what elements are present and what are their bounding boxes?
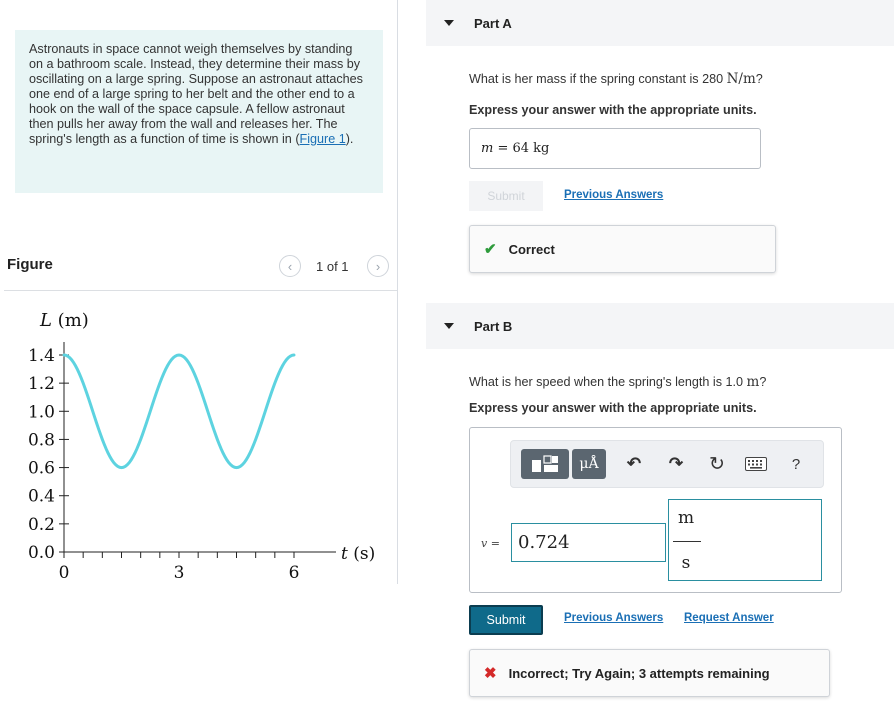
fraction-bar	[673, 541, 701, 542]
y-tick-label: 0.8	[27, 430, 55, 451]
series-line	[64, 355, 294, 468]
part-b-header[interactable]	[426, 303, 894, 349]
figure-link[interactable]: Figure 1	[299, 132, 346, 146]
x-tick-label: 0	[58, 563, 70, 583]
x-tick-label: 6	[288, 563, 300, 583]
answer-value: 64 kg	[512, 141, 550, 156]
part-b-question	[469, 374, 766, 390]
x-axis-label: t (s)	[341, 544, 376, 564]
y-tick-label: 0.0	[27, 543, 55, 563]
part-a-question-units: N/m	[726, 71, 756, 87]
y-tick-label: 1.2	[27, 374, 55, 395]
units-button[interactable]: μÅ	[572, 449, 606, 479]
units-input[interactable]	[668, 499, 822, 581]
problem-text: Astronauts in space cannot weigh themselves by standing on a bathroom scale. Instead, they determine their mass by oscillating on a large spring. Suppose an astronaut attaches one end of a large spring to her belt and the other end to a hook on the wall of the space capsule. A fellow astronaut then pulls her away from the wall and releases her. The spring's length as a function of time is shown in (	[29, 42, 363, 146]
y-tick-label: 0.6	[27, 458, 55, 479]
variable-symbol: v	[481, 537, 488, 550]
undo-icon[interactable]: ↶	[626, 454, 642, 473]
figure-header	[0, 248, 397, 290]
help-button[interactable]: ?	[791, 455, 801, 473]
answer-variable: m	[481, 141, 494, 156]
unit-denominator: s	[681, 553, 691, 573]
check-icon: ✔	[484, 241, 497, 258]
part-b-submit-button[interactable]: Submit	[469, 605, 543, 635]
part-a-title: Part A	[474, 15, 512, 31]
template-button[interactable]	[521, 449, 569, 479]
part-a-header[interactable]	[426, 0, 894, 46]
caret-down-icon	[444, 323, 454, 329]
figure-prev-button[interactable]	[279, 255, 301, 277]
part-a-question-end: ?	[755, 72, 763, 86]
part-a-question	[469, 71, 763, 87]
chart-ticks	[59, 355, 294, 558]
part-b-question-units: m	[746, 374, 760, 390]
figure-counter: 1 of 1	[316, 259, 349, 274]
part-a-instruction: Express your answer with the appropriate units.	[469, 103, 757, 117]
chevron-left-icon: ‹	[287, 258, 293, 274]
math-toolbar	[510, 440, 824, 488]
part-b-feedback-text: Incorrect; Try Again; 3 attempts remaining	[508, 665, 770, 681]
unit-numerator: m	[677, 508, 695, 528]
x-icon: ✖	[484, 665, 497, 682]
y-tick-label: 1.4	[27, 346, 55, 366]
problem-text-end: ).	[345, 132, 354, 146]
spring-length-chart	[0, 300, 397, 600]
part-a-previous-answers-link[interactable]: Previous Answers	[564, 189, 664, 201]
variable-label	[481, 537, 500, 550]
request-answer-link[interactable]: Request Answer	[684, 612, 774, 624]
part-b-title: Part B	[474, 318, 513, 334]
part-a-submit-button: Submit	[469, 181, 543, 211]
part-a-feedback-text: Correct	[508, 241, 555, 257]
column-divider	[397, 0, 398, 584]
redo-icon[interactable]: ↷	[668, 454, 684, 473]
problem-statement	[15, 30, 383, 193]
figure-title: Figure	[7, 256, 53, 273]
part-a-answer-field	[469, 128, 761, 169]
answer-equals: =	[493, 141, 513, 156]
value-input[interactable]: 0.724	[511, 523, 666, 562]
part-a-feedback	[469, 225, 776, 273]
chevron-right-icon: ›	[375, 258, 381, 274]
part-b-feedback	[469, 649, 830, 697]
figure-next-button[interactable]	[367, 255, 389, 277]
keyboard-icon[interactable]	[743, 449, 769, 479]
part-b-instruction: Express your answer with the appropriate units.	[469, 401, 757, 415]
figure-divider	[4, 290, 397, 291]
variable-equals: =	[487, 537, 500, 550]
x-tick-label: 3	[173, 563, 185, 583]
y-axis-label: L (m)	[40, 310, 89, 331]
part-b-question-text: What is her speed when the spring's length is 1.0	[469, 375, 747, 389]
part-b-question-end: ?	[759, 375, 767, 389]
reset-icon[interactable]: ↻	[709, 453, 725, 475]
chart-labels	[28, 310, 375, 583]
part-a-question-text: What is her mass if the spring constant is 280	[469, 72, 727, 86]
part-b-previous-answers-link[interactable]: Previous Answers	[564, 612, 664, 624]
y-tick-label: 0.4	[27, 486, 55, 507]
template-icon	[530, 454, 560, 474]
y-tick-label: 0.2	[27, 514, 55, 535]
y-tick-label: 1.0	[27, 402, 55, 423]
keyboard-shape	[745, 457, 767, 471]
caret-down-icon	[444, 20, 454, 26]
